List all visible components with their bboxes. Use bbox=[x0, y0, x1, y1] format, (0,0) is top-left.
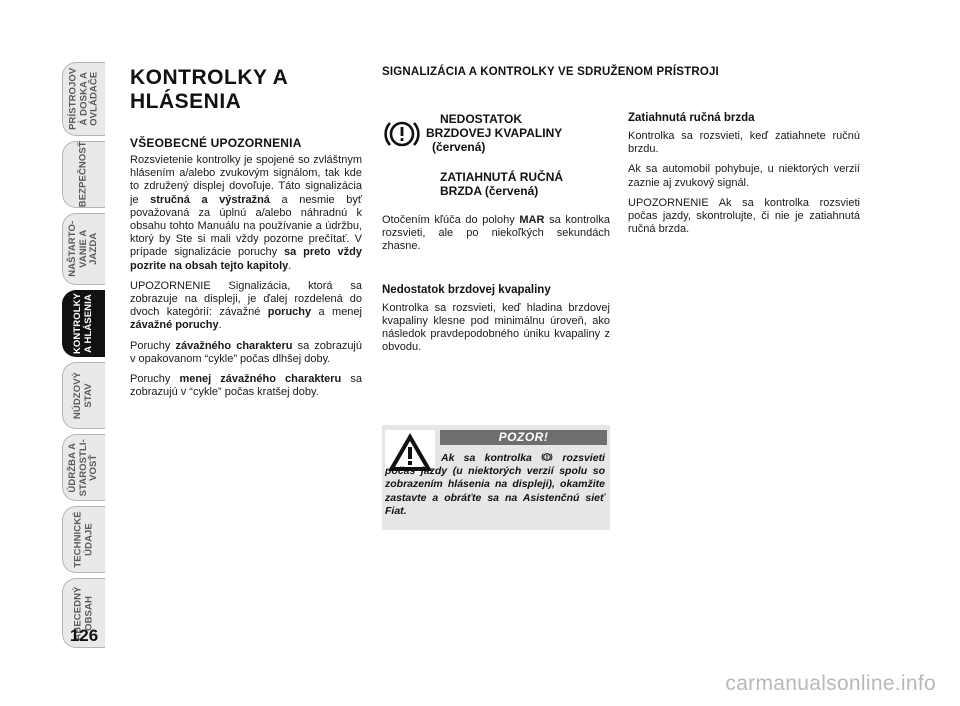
tab-technicke-udaje[interactable] bbox=[62, 506, 105, 573]
paragraph: Poruchy menej závažného charakteru sa zobrazujú v “cykle” počas kratšej doby. bbox=[130, 373, 362, 399]
handbrake-column bbox=[628, 112, 860, 243]
general-warnings-heading: VŠEOBECNÉ UPOZORNENIA bbox=[130, 136, 302, 150]
chapter-title-line: KONTROLKY A bbox=[130, 66, 289, 89]
warning-label: POZOR! bbox=[440, 430, 607, 445]
handbrake-heading: Zatiahnutá ručná brzda bbox=[628, 112, 755, 124]
paragraph: Rozsvietenie kontrolky je spojené so zvláštnym hlásením a/alebo zvukovým signálom, tak kde to združený displej dovoľuje. Táto signalizácia je stručná a výstražná a nesmie byť považovaná za úplnú a/alebo náhradnú k obsahu tohto Manuálu na používanie a údržbu, ktorý by Ste si mali vždy pozorne prečítať. V prípade signalizácie poruchy sa preto vždy pozrite na obsah tejto kapitoly. bbox=[130, 154, 363, 272]
chapter-sidebar bbox=[62, 62, 106, 653]
paragraph: Kontrolka sa rozsvieti, keď zatiahnete ručnú brzdu. bbox=[628, 130, 860, 156]
tab-label: BEZPEČNOSŤ bbox=[77, 141, 89, 208]
tab-label: ABECEDNÝ OBSAH bbox=[72, 585, 94, 641]
paragraph: UPOZORNENIE Ak sa kontrolka rozsvieti počas jazdy, skontrolujte, či nie je zatiahnutá ručná brzda. bbox=[628, 196, 860, 236]
paragraph: Ak sa automobil pohybuje, u niektorých verzií zaznie aj zvukový signál. bbox=[628, 163, 860, 189]
tab-label: TECHNICKÉ ÚDAJE bbox=[72, 511, 95, 568]
chapter-title-line: HLÁSENIA bbox=[130, 90, 242, 113]
page-number: 126 bbox=[69, 626, 99, 645]
chapter-title bbox=[130, 66, 362, 114]
paragraph: Kontrolka sa rozsvieti, keď hladina brzdovej kvapaliny klesne pod minimálnu úroveň, ako následok pravdepodobného úniku kvapaliny z obvodu. bbox=[382, 301, 610, 354]
tab-nastartovanie[interactable] bbox=[62, 213, 105, 285]
tab-label: PRÍSTROJOV Á DOSKA A OVLÁDAČE bbox=[67, 67, 100, 131]
indicator-title-handbrake: ZATIAHNUTÁ RUČNÁ BRZDA (červená) bbox=[440, 170, 564, 198]
tab-label: ÚDRŽBA A STAROSTLI- VOSŤ bbox=[67, 438, 100, 497]
indicator-block bbox=[382, 112, 610, 204]
general-warnings-column bbox=[130, 66, 362, 406]
tab-label: NÚDZOVÝ STAV bbox=[72, 371, 94, 420]
brake-warning-icon bbox=[382, 114, 422, 154]
warning-text: Ak sa kontrolka rozsvieti počas jazdy (u niektorých verzií spolu so zobrazením hlásenia na displeji), okamžite zastavte a obráťte sa na Asistenčnú sieť Fiat. bbox=[385, 452, 605, 517]
warning-box bbox=[382, 425, 610, 530]
tab-kontrolky[interactable] bbox=[62, 290, 105, 357]
tab-bezpecnost[interactable] bbox=[62, 141, 105, 208]
tab-label: NAŠTARTO- VANIE A JAZDA bbox=[67, 221, 100, 277]
indicator-title-fluid: NEDOSTATOK BRZDOVEJ KVAPALINY (červená) bbox=[426, 112, 563, 154]
tab-nudzovy-stav[interactable] bbox=[62, 362, 105, 429]
fluid-heading: Nedostatok brzdovej kvapaliny bbox=[382, 283, 551, 296]
tab-udrzba[interactable] bbox=[62, 434, 105, 501]
brake-warning-icon bbox=[541, 451, 553, 463]
tab-pristrojova-doska[interactable] bbox=[62, 62, 105, 136]
paragraph: UPOZORNENIE Signalizácia, ktorá sa zobrazuje na displeji, je ďalej rozdelená do dvoch kategórií: závažné poruchy a menej závažné poruchy. bbox=[130, 279, 362, 332]
section-title: SIGNALIZÁCIA A KONTROLKY VE SDRUŽENOM PRÍSTROJI bbox=[382, 66, 719, 78]
paragraph: Otočením kľúča do polohy MAR sa kontrolka rozsvieti, ale po niekoľkých sekundách zhasne. bbox=[382, 214, 610, 253]
indicator-column bbox=[382, 112, 610, 361]
tab-label: KONTROLKY A HLÁSENIA bbox=[72, 292, 95, 355]
paragraph: Poruchy závažného charakteru sa zobrazujú v opakovanom “cykle” počas dlhšej doby. bbox=[130, 339, 362, 365]
watermark: carmanualsonline.info bbox=[725, 672, 936, 695]
